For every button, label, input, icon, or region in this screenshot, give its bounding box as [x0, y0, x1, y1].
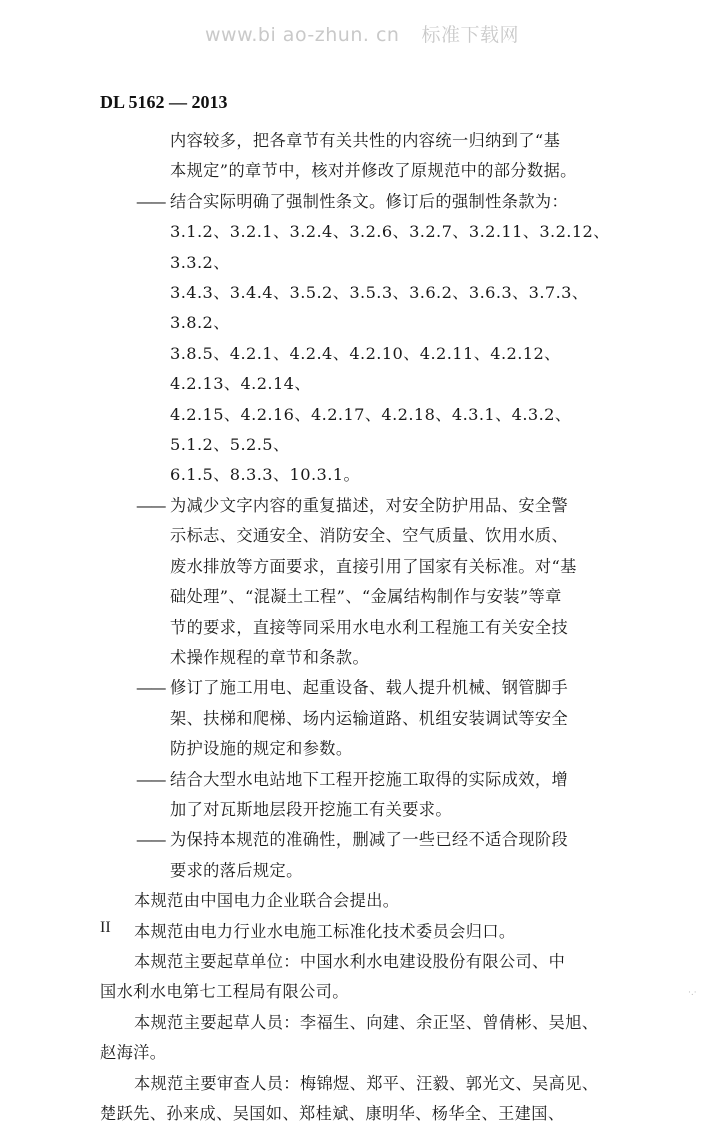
continuation-line: 4.2.15、4.2.16、4.2.17、4.2.18、4.3.1、4.3.2、5.1.2、5.2.5、 — [170, 404, 572, 455]
continuation-line: 节的要求，直接等同采用水电水利工程施工有关安全技 — [170, 617, 569, 637]
continuation-line: 3.1.2、3.2.1、3.2.4、3.2.6、3.2.7、3.2.11、3.2.12、3.3.2、 — [170, 222, 610, 272]
watermark-url: www.bi ao-zhun. cn — [205, 24, 400, 46]
continuation-line: 要求的落后规定。 — [170, 860, 303, 880]
continuation-line: 防护设施的规定和参数。 — [170, 739, 353, 759]
paragraph-continuation-line: 赵海洋。 — [100, 1043, 167, 1063]
paragraph-continuation-line: 楚跃先、孙来成、吴国如、郑桂斌、康明华、杨华全、王建国、 — [100, 1104, 565, 1123]
list-item-dash-line — [100, 491, 620, 521]
paragraph-line: 本规范主要审查人员：梅锦煜、郑平、汪毅、郭光文、吴高见、 — [134, 1073, 599, 1093]
continuation-line: 础处理”、“混凝土工程”、“金属结构制作与安装”等章 — [170, 587, 562, 607]
continuation-line: 本规定”的章节中，核对并修改了原规范中的部分数据。 — [170, 161, 577, 181]
paragraph-line: 本规范主要起草单位：中国水利水电建设股份有限公司、中 — [134, 951, 566, 971]
em-dash-marker: —— — [136, 830, 165, 850]
em-dash-marker: —— — [136, 191, 165, 211]
continuation-line: 6.1.5、8.3.3、10.3.1。 — [170, 465, 361, 485]
page-number: II — [100, 919, 111, 936]
continuation-line: 架、扶梯和爬梯、场内运输道路、机组安装调试等安全 — [170, 708, 569, 728]
watermark-site-name: 标准下载网 — [421, 24, 519, 46]
continuation-line: 内容较多，把各章节有关共性的内容统一归纳到了“基 — [170, 131, 561, 150]
line-text: 为保持本规范的准确性，删减了一些已经不适合现阶段 — [170, 830, 569, 850]
em-dash-marker: —— — [136, 678, 165, 698]
document-body — [100, 126, 620, 1129]
continuation-line: 3.8.5、4.2.1、4.2.4、4.2.10、4.2.11、4.2.12、4.2.13、4.2.14、 — [170, 343, 561, 394]
line-text: 修订了施工用电、起重设备、载人提升机械、钢管脚手 — [170, 678, 569, 698]
line-text: 结合实际明确了强制性条文。修订后的强制性条款为： — [170, 191, 569, 211]
list-item-dash-line — [100, 673, 620, 703]
continuation-line: 加了对瓦斯地层段开挖施工有关要求。 — [170, 799, 452, 819]
watermark — [0, 20, 724, 47]
em-dash-marker: —— — [136, 495, 165, 515]
line-text: 为减少文字内容的重复描述，对安全防护用品、安全警 — [170, 495, 569, 515]
continuation-line: 废水排放等方面要求，直接引用了国家有关标准。对“基 — [170, 556, 577, 576]
continuation-line: 3.4.3、3.4.4、3.5.2、3.5.3、3.6.2、3.6.3、3.7.3、3.8.2、 — [170, 283, 589, 333]
paragraph-line: 本规范由中国电力企业联合会提出。 — [134, 891, 400, 911]
corner-mark: ·.· — [688, 988, 697, 998]
list-item-dash-line — [100, 765, 620, 795]
paragraph-line: 本规范主要起草人员：李福生、向建、余正坚、曾倩彬、吴旭、 — [134, 1012, 599, 1032]
continuation-line: 示标志、交通安全、消防安全、空气质量、饮用水质、 — [170, 526, 569, 546]
paragraph-line: 本规范由电力行业水电施工标准化技术委员会归口。 — [134, 921, 516, 941]
list-item-dash-line — [100, 825, 620, 855]
em-dash-marker: —— — [136, 769, 165, 789]
list-item-dash-line — [100, 187, 620, 217]
continuation-line: 术操作规程的章节和条款。 — [170, 647, 370, 667]
line-text: 结合大型水电站地下工程开挖施工取得的实际成效，增 — [170, 769, 569, 789]
paragraph-continuation-line: 国水利水电第七工程局有限公司。 — [100, 982, 349, 1002]
document-code-header: DL 5162 — 2013 — [100, 92, 228, 112]
